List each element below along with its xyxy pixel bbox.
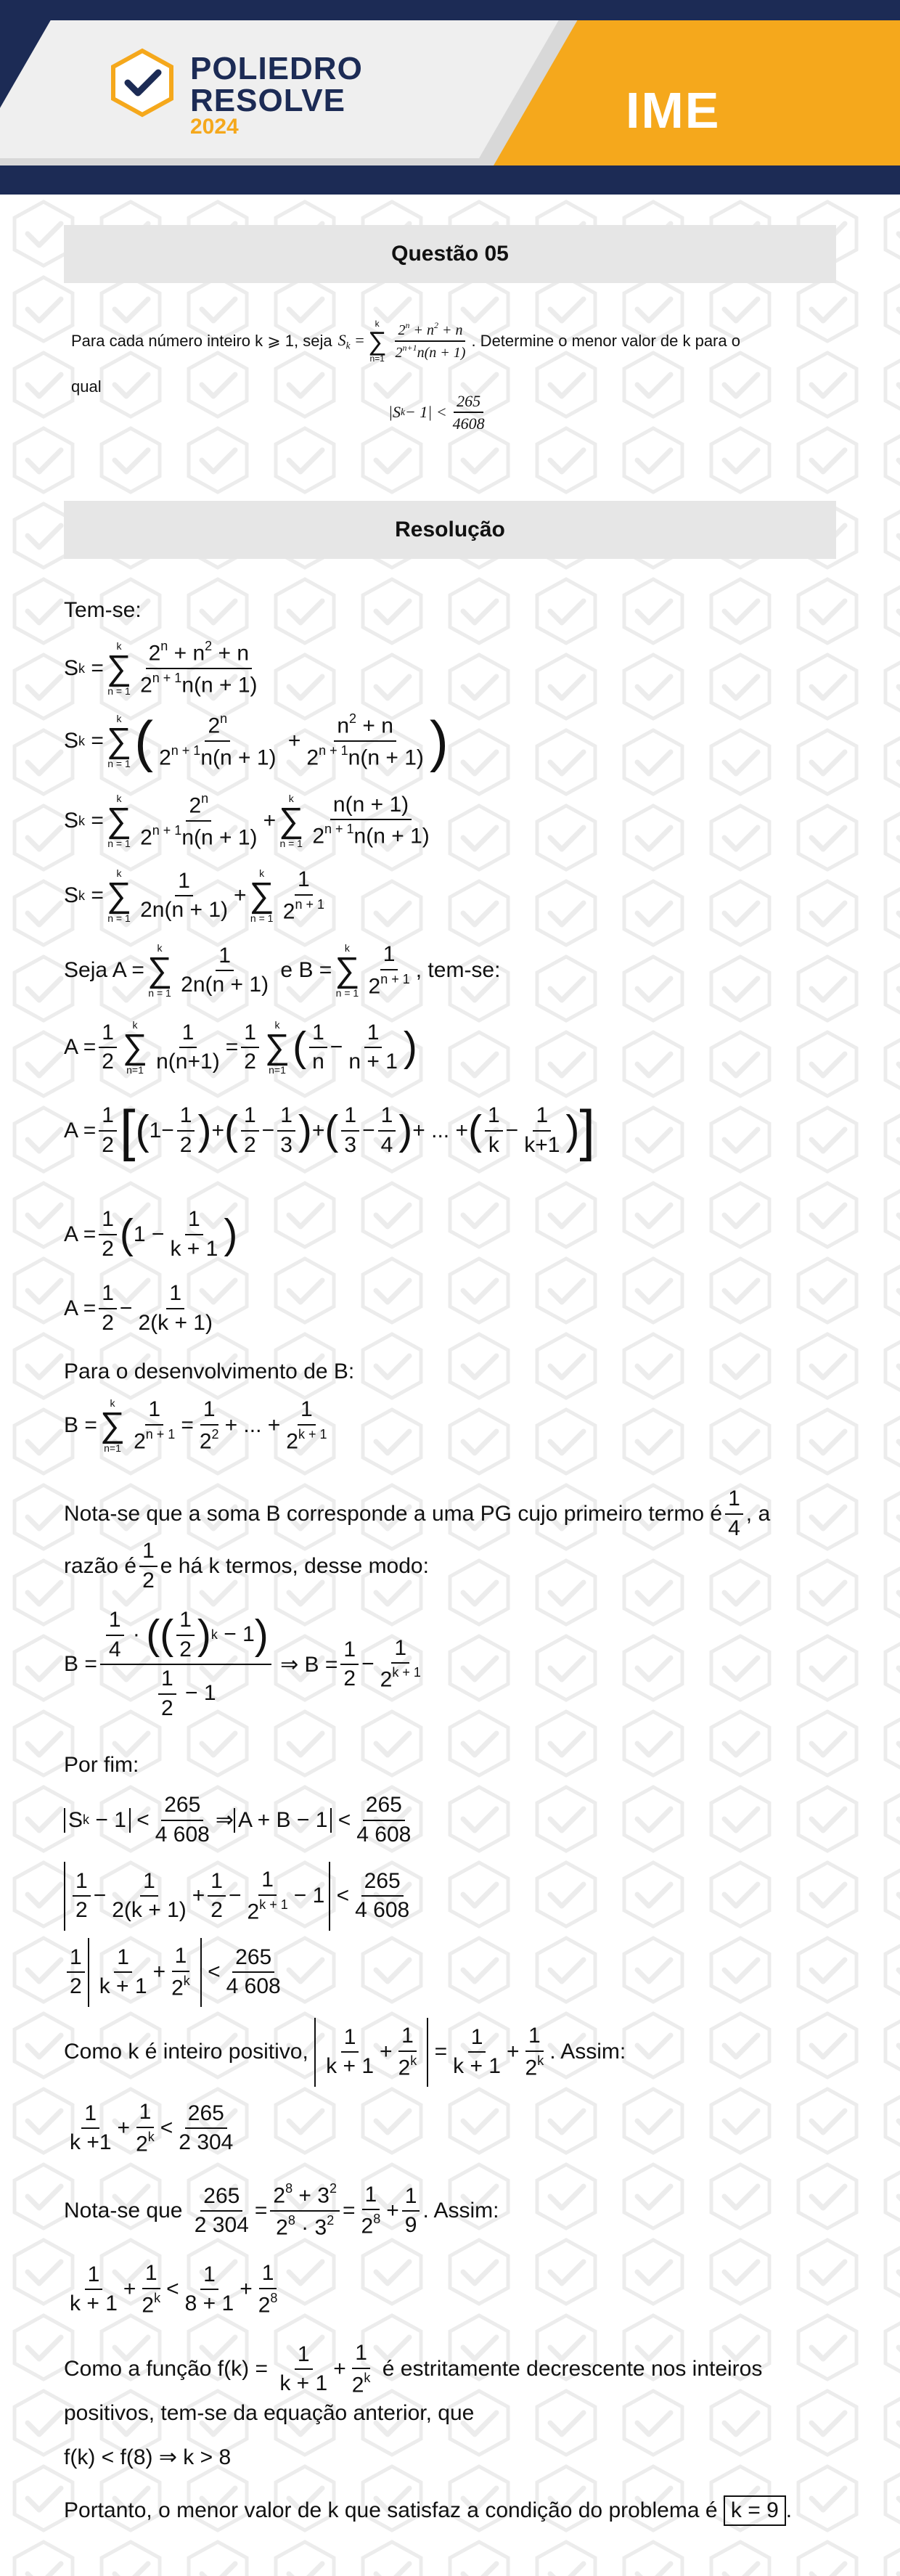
question-sum-symbol: k ∑ n=1 (367, 319, 387, 364)
positive-k-line: Como k é inteiro positivo, $\frac{1}{k + 1}$ + $\frac{1}{2^k}$ = $\frac{1}{k + 1}$ + $\frac{1}{2^k}$ . Assim: (64, 2018, 626, 2087)
question-text-3: qual (71, 377, 102, 396)
question-text-2: . Determine o menor valor de k para o (471, 332, 740, 350)
decomposition-line: Nota-se que $\frac{265}{2 304}$ = $\frac{2^8 + 3^2}{2^8 \cdot 3^2}$ = $\frac{1}{2^8}$ + $\frac{1}{9}$ . Assim: (64, 2181, 499, 2240)
equation-b-1: B = k ∑ n=1 $\frac{1}{2^{n + 1}}$ = $\frac{1}{2^2}$ + ... + $\frac{1}{2^{k + 1}}$ (64, 1397, 327, 1455)
brand-name-line2: RESOLVE (190, 83, 346, 118)
como-k-text: Como k é inteiro positivo, (64, 2040, 308, 2064)
intro-text: Tem-se: (64, 598, 142, 622)
definition-a-b: Seja A = k ∑ n = 1 $\frac{1}{2n(n + 1)}$ e B = k ∑ n = 1 $\frac{1}{2^{n + 1}}$ , tem-se: (64, 942, 501, 999)
como-funcao-text: Como a função f(k) = (64, 2357, 268, 2381)
inequality-1: S k − 1 < $\frac{265}{4 608}$ ⇒ A + B − 1 < $\frac{265}{4 608}$ (64, 1793, 417, 1847)
inequality-5: $\frac{1}{k + 1}$ + $\frac{1}{2^k}$ < $\frac{1}{8 + 1}$ + $\frac{1}{2^8}$ (70, 2261, 278, 2317)
resolution-title-bar (64, 501, 836, 559)
equation-sk-4: S k = k ∑ n = 1 $\frac{1}{2n(n + 1)}$ + k ∑ n = 1 $\frac{1}{2^{n + 1}}$ (64, 867, 324, 925)
conclusion-line (64, 2495, 792, 2526)
pg-note-text-1: Nota-se que a soma B corresponde a uma PG cujo primeiro termo é (64, 1501, 723, 1526)
equation-a-1: A = $\frac{1}{2}$ k ∑ n=1 $\frac{1}{n(n+1)}$ = $\frac{1}{2}$ k ∑ n=1 ( $\frac{1}{n}$ − $\frac{1}{n + 1}$ ) (64, 1019, 417, 1076)
ratio-text-1: razão é (64, 1553, 137, 1578)
positivos-text: positivos, tem-se da equação anterior, que (64, 2401, 475, 2425)
nota-se-que-text: Nota-se que (64, 2199, 183, 2223)
tem-se-text: , tem-se: (415, 958, 501, 983)
ratio-text-2: e há k termos, desse modo: (160, 1553, 429, 1578)
inequality-3: $\frac{1}{2}$ $\frac{1}{k + 1}$ + $\frac{1}{2^k}$ < $\frac{265}{4 608}$ (64, 1938, 287, 2007)
portanto-text: Portanto, o menor valor de k que satisfaz a condição do problema é (64, 2498, 718, 2522)
brand-year: 2024 (190, 115, 239, 139)
equation-a-4: A = $\frac{1}{2}$ − $\frac{1}{2(k + 1)}$ (64, 1281, 213, 1335)
question-sk-formula: $S_k$ = (338, 330, 365, 351)
question-title-bar (64, 225, 836, 283)
question-statement (71, 319, 740, 363)
e-b-text: e B = (280, 958, 332, 983)
inequality-6: f(k) < f(8) ⇒ k > 8 (64, 2445, 232, 2469)
equation-sk-2: S k = k ∑ n = 1 ( $\frac{2^n}{2^{n + 1}n(n + 1)}$ + $\frac{n^2 + n}{2^{n + 1}n(n + 1)}$ ) (64, 708, 449, 773)
assim-text-1: . Assim: (549, 2040, 626, 2064)
final-dot: . (785, 2498, 793, 2522)
question-condition-fraction: $\frac{265}{4608}$ (452, 392, 485, 433)
answer-box: k = 9 (724, 2495, 786, 2526)
equation-a-3: A = $\frac{1}{2}$ ( 1 − $\frac{1}{k + 1}$ ) (64, 1207, 238, 1261)
estritamente-text: é estritamente decrescente nos inteiros (382, 2357, 763, 2381)
pg-note-line: Nota-se que a soma B corresponde a uma PG cujo primeiro termo é $\frac{1}{4}$ , a (64, 1487, 771, 1540)
exam-title: IME (626, 82, 721, 139)
inequality-2: $\frac{1}{2}$ − $\frac{1}{2(k + 1)}$ + $\frac{1}{2}$ − $\frac{1}{2^{k + 1}}$ − 1 < $\frac{265}{4 608}$ (64, 1862, 415, 1931)
seja-text: Seja A = (64, 958, 144, 983)
para-b-text: Para o desenvolvimento de B: (64, 1359, 355, 1383)
equation-b-2: B = $\frac{1}{4}$ · ( ( $\frac{1}{2}$ ) k − 1 ) $\frac{1}{2}$ − 1 ⇒ B = $\frac{1}{2}$ − $\frac{1}{2^{k + 1}}$ (64, 1608, 421, 1720)
equation-sk-3: S k = k ∑ n = 1 $\frac{2^n}{2^{n + 1}n(n + 1)}$ + k ∑ n = 1 $\frac{n(n + 1)}{2^{n + 1}n(n + 1)}$ (64, 791, 430, 850)
pg-ratio-line: razão é $\frac{1}{2}$ e há k termos, desse modo: (64, 1539, 429, 1592)
function-line: Como a função f(k) = $\frac{1}{k + 1}$ + $\frac{1}{2^k}$ é estritamente decrescente nos inteiros (64, 2341, 763, 2397)
check-hexagon-icon (107, 48, 177, 118)
resolution-title: Resolução (395, 518, 505, 541)
pg-note-text-2: , a (745, 1501, 771, 1526)
question-fraction: $\frac{2^n + n^2 + n}{2^{n+1}n(n + 1)}$ (395, 320, 466, 361)
equation-sk-1: S k = k ∑ n = 1 $\frac{2^n + n^2 + n}{2^{n + 1}n(n + 1)}$ (64, 639, 258, 698)
question-condition: |S k − 1| < $\frac{265}{4608}$ (388, 392, 491, 433)
inequality-4: $\frac{1}{k +1}$ + $\frac{1}{2^k}$ < $\frac{265}{2 304}$ (70, 2100, 234, 2156)
assim-text-2: . Assim: (422, 2199, 499, 2223)
por-fim-text: Por fim: (64, 1753, 139, 1777)
header-banner (0, 0, 900, 195)
question-title: Questão 05 (391, 242, 509, 266)
equation-a-2: A = $\frac{1}{2}$ [ ( 1− $\frac{1}{2}$ ) + ( $\frac{1}{2}$ − $\frac{1}{3}$ ) + ( $\frac{1}{3}$ − $\frac{1}{4}$ ) + ... + ( $\frac{1}{k}$ − $\frac{1}{k+1}$ ) ] (64, 1098, 596, 1163)
question-text-1: Para cada número inteiro k ⩾ 1, seja (71, 332, 332, 350)
brand-name-line1: POLIEDRO (190, 51, 363, 86)
